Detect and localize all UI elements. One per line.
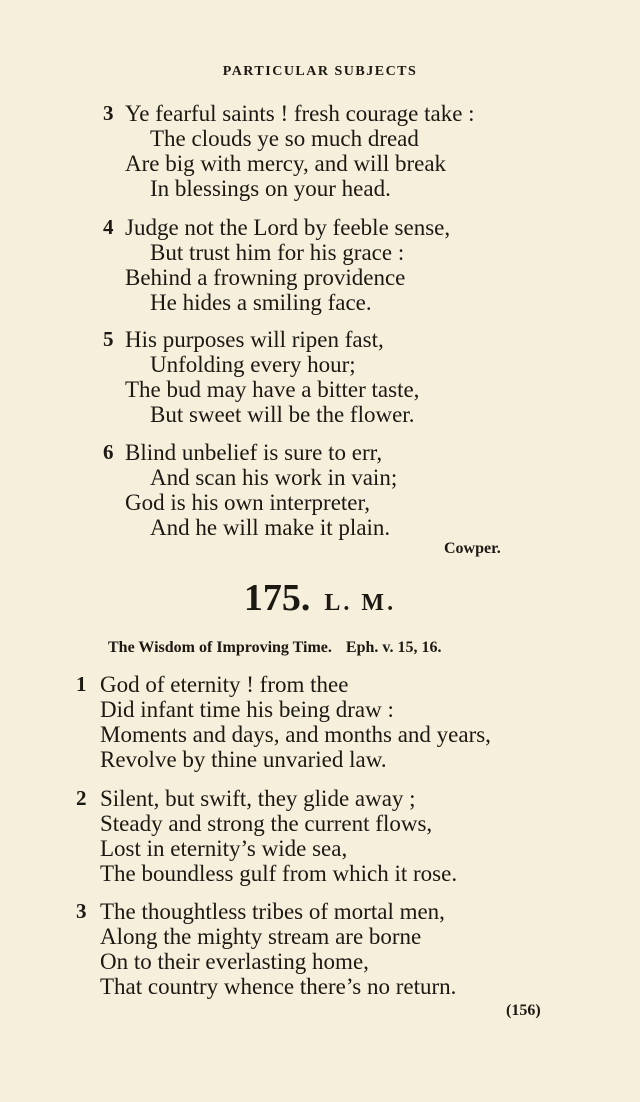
stanza-line: Behind a frowning providence [125, 265, 406, 290]
hymn-meter: L. M. [324, 590, 397, 616]
stanza-line: He hides a smiling face. [150, 290, 372, 315]
hymn-heading [0, 576, 640, 620]
hymn-subtitle: The Wisdom of Improving Time. [108, 639, 332, 656]
stanza-line: But sweet will be the flower. [150, 402, 415, 427]
stanza-number: 4 [103, 215, 114, 239]
stanza-number: 3 [76, 899, 87, 923]
stanza-number: 6 [103, 440, 114, 464]
page-number: (156) [506, 1002, 541, 1019]
stanza-2-bottom [76, 786, 457, 886]
stanza-line: Ye fearful saints ! fresh courage take : [125, 101, 475, 126]
stanza-line: His purposes will ripen fast, [125, 327, 384, 352]
stanza-line: Steady and strong the current flows, [100, 811, 433, 836]
stanza-line: Did infant time his being draw : [100, 697, 394, 722]
stanza-number: 3 [103, 101, 114, 125]
stanza-line: The thoughtless tribes of mortal men, [100, 899, 445, 924]
stanza-3-bottom [76, 899, 456, 999]
stanza-5-top [103, 327, 419, 427]
stanza-4-top [103, 215, 450, 315]
stanza-line: God of eternity ! from thee [100, 672, 349, 697]
stanza-line: Judge not the Lord by feeble sense, [125, 215, 451, 240]
scripture-reference: Eph. v. 15, 16. [345, 639, 442, 656]
stanza-line: Unfolding every hour; [150, 352, 356, 377]
hymn-subtitle-row [108, 639, 442, 657]
stanza-line: Lost in eternity’s wide sea, [100, 836, 348, 861]
stanza-line: Blind unbelief is sure to err, [125, 440, 383, 465]
stanza-line: On to their everlasting home, [100, 949, 369, 974]
stanza-line: Silent, but swift, they glide away ; [100, 786, 416, 811]
stanza-line: Are big with mercy, and will break [125, 151, 447, 176]
hymn-number: 175. [243, 577, 311, 619]
stanza-line: The bud may have a bitter taste, [125, 377, 420, 402]
stanza-1-bottom [76, 672, 491, 772]
author-attribution: Cowper. [444, 540, 501, 557]
stanza-number: 2 [76, 786, 87, 810]
stanza-line: God is his own interpreter, [125, 490, 371, 515]
stanza-number: 1 [76, 672, 87, 696]
stanza-line: And scan his work in vain; [150, 465, 398, 490]
running-head: PARTICULAR SUBJECTS [222, 64, 418, 79]
stanza-line: That country whence there’s no return. [100, 974, 457, 999]
stanza-line: Moments and days, and months and years, [100, 722, 491, 747]
stanza-line: The boundless gulf from which it rose. [100, 861, 458, 886]
stanza-line: In blessings on your head. [150, 176, 391, 201]
stanza-line: But trust him for his grace : [150, 240, 405, 265]
stanza-line: And he will make it plain. [150, 515, 391, 540]
stanza-line: Revolve by thine unvaried law. [100, 747, 387, 772]
stanza-3-top [103, 101, 475, 201]
stanza-line: The clouds ye so much dread [150, 126, 419, 151]
stanza-line: Along the mighty stream are borne [100, 924, 422, 949]
stanza-6-top [103, 440, 397, 540]
stanza-number: 5 [103, 327, 114, 351]
